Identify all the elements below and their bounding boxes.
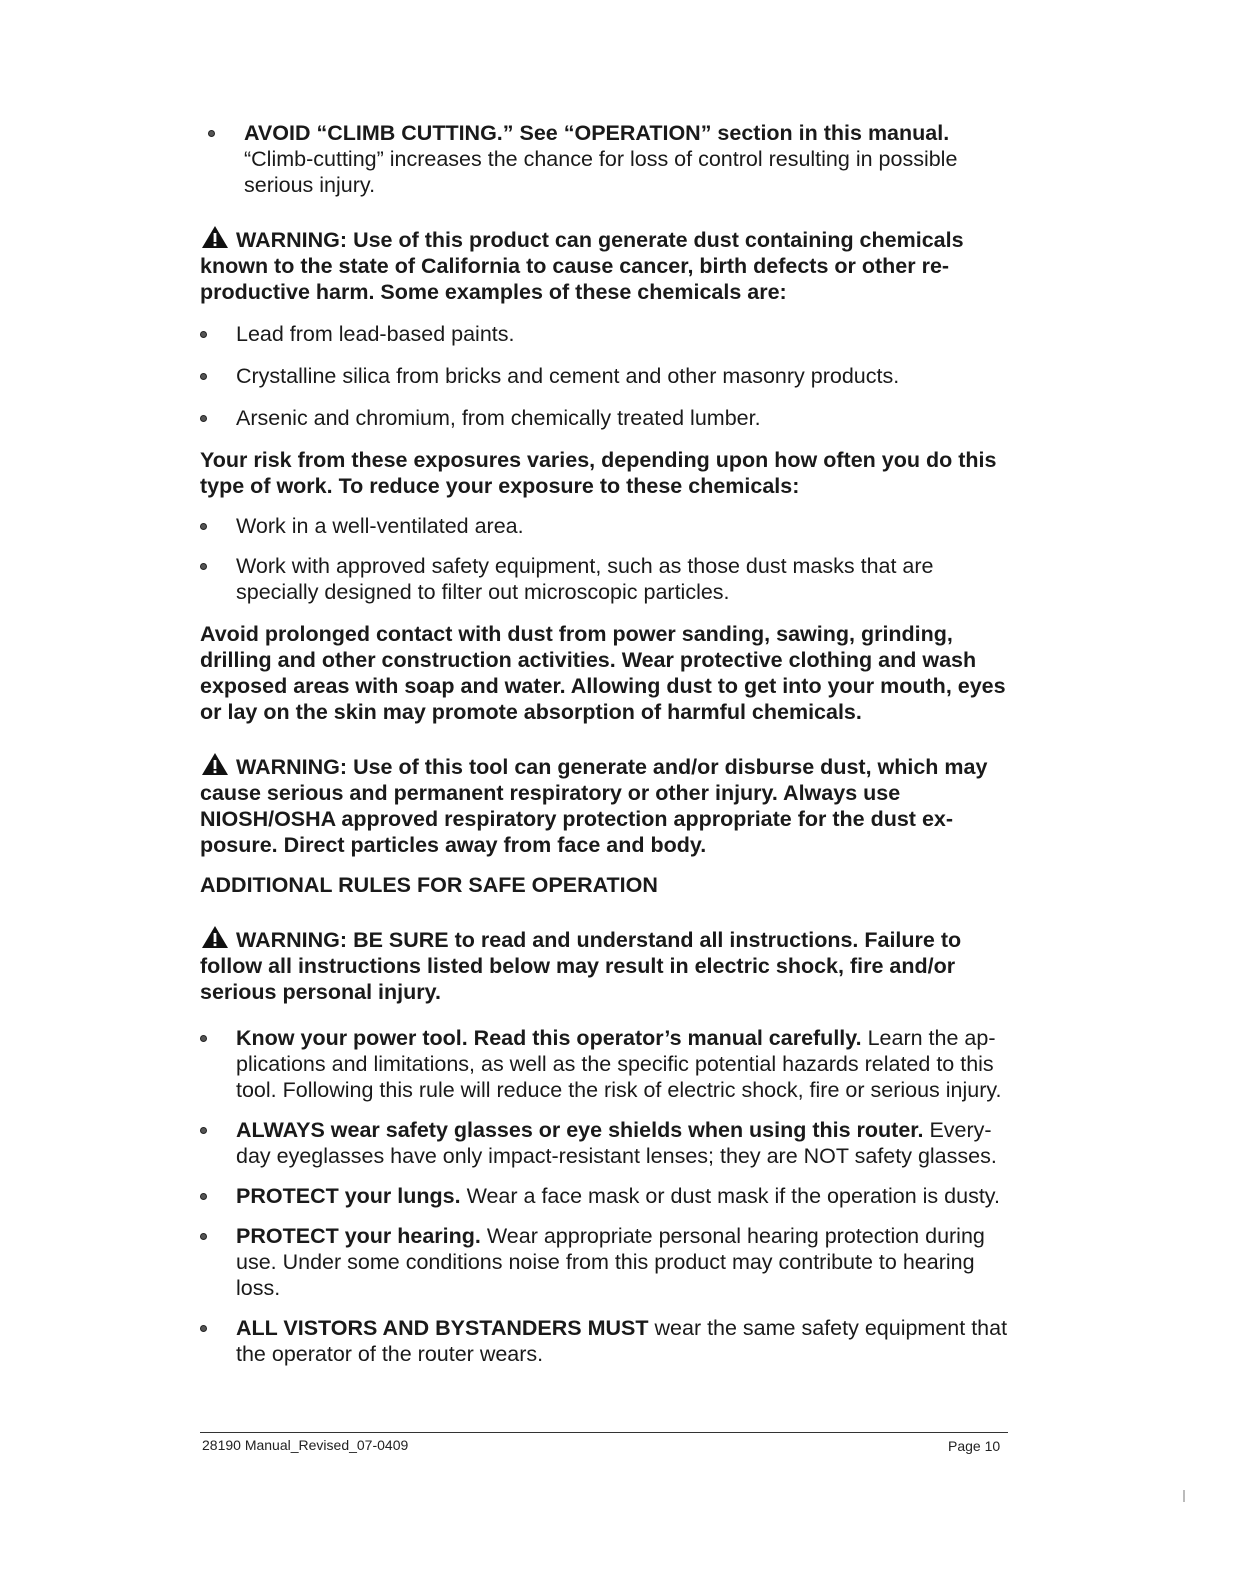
warning-instructions-text: BE SURE to read and understand all instructions. Failure to follow all instructions listed below may result in electric shock, fire and/or serious personal injury.	[200, 928, 962, 1004]
bullet-dot	[200, 373, 207, 380]
rule-item	[200, 1183, 1010, 1209]
risk-paragraph: Your risk from these exposures varies, depending upon how often you do this type of work. To reduce your exposure to these chemicals:	[200, 448, 997, 498]
warning-california	[200, 224, 1010, 305]
rule-item	[200, 1117, 1010, 1169]
rule-text: Wear a face mask or dust mask if the operation is dusty.	[466, 1184, 1000, 1208]
warning-triangle-icon	[200, 751, 230, 777]
warning-instructions	[200, 924, 1010, 1005]
list-item	[200, 363, 1010, 389]
warning-triangle-icon	[200, 224, 230, 250]
warning-label: WARNING:	[236, 228, 348, 252]
climb-cutting-text: “Climb-cutting” increases the chance for loss of control resulting in possible serious injury.	[244, 147, 958, 197]
list-item	[200, 405, 1010, 431]
reduce-exposure-list	[200, 513, 1010, 605]
list-item-text: Work with approved safety equipment, such as those dust masks that are specially designed to filter out microscopic particles.	[236, 554, 934, 604]
section-heading: ADDITIONAL RULES FOR SAFE OPERATION	[200, 873, 658, 897]
list-item	[200, 321, 1010, 347]
rule-text: Wear appropriate personal hearing protection during use. Under some conditions noise from this product may contribute to hearing loss.	[236, 1224, 985, 1300]
rule-item	[200, 1025, 1010, 1103]
page-content	[200, 120, 1010, 1367]
page-number: Page 10	[948, 1438, 1001, 1454]
rule-item	[200, 1315, 1010, 1367]
chemicals-list	[200, 321, 1010, 431]
list-item-text: Crystalline silica from bricks and cement and other masonry products.	[236, 364, 900, 388]
rule-text: wear the same safety equipment that the operator of the router wears.	[236, 1316, 1008, 1366]
avoid-contact-paragraph: Avoid prolonged contact with dust from power sanding, sawing, grinding, drilling and other construction activities. Wear protective clothing and wash exposed areas with soap and water. Allowing dust to get into your mouth, eyes or lay on the skin may promote absorption of harmful chemicals.	[200, 622, 1006, 724]
climb-cutting-bullet	[208, 120, 1010, 198]
rule-item	[200, 1223, 1010, 1301]
bullet-dot	[200, 563, 207, 570]
rule-text: Learn the ap-plications and limitations, as well as the specific potential hazards related to this tool. Following this rule will reduce the risk of electric shock, fire or serious injury.	[236, 1026, 1002, 1102]
warning-label: WARNING:	[236, 755, 348, 779]
rule-heading: PROTECT your hearing.	[236, 1224, 481, 1248]
bullet-dot	[200, 1035, 207, 1042]
warning-label: WARNING:	[236, 928, 348, 952]
list-item-text: Work in a well-ventilated area.	[236, 514, 524, 538]
bullet-dot	[200, 1127, 207, 1134]
scan-artifact	[1183, 1490, 1185, 1502]
warning-california-text: Use of this product can generate dust containing chemicals known to the state of California to cause cancer, birth defects or other re-productive harm. Some examples of these chemicals are:	[200, 228, 964, 304]
rule-heading: ALWAYS wear safety glasses or eye shields when using this router.	[236, 1118, 924, 1142]
warning-respiratory-text: Use of this tool can generate and/or disburse dust, which may cause serious and permanent respiratory or other injury. Always use NIOSH/OSHA approved respiratory protection appropriate for the dust ex-posure. Direct particles away from face and body.	[200, 755, 988, 857]
list-item	[200, 513, 1010, 539]
warning-respiratory	[200, 751, 1010, 858]
list-item	[200, 553, 1010, 605]
rule-heading: ALL VISTORS AND BYSTANDERS MUST	[236, 1316, 649, 1340]
footer-divider	[200, 1432, 1008, 1433]
bullet-dot	[200, 523, 207, 530]
bullet-dot	[200, 1233, 207, 1240]
rule-heading: Know your power tool. Read this operator’s manual carefully.	[236, 1026, 862, 1050]
bullet-dot	[200, 1193, 207, 1200]
footer-document-id: 28190 Manual_Revised_07-0409	[202, 1437, 409, 1453]
list-item-text: Arsenic and chromium, from chemically treated lumber.	[236, 406, 761, 430]
bullet-dot	[200, 415, 207, 422]
rule-text: Every-day eyeglasses have only impact-resistant lenses; they are NOT safety glasses.	[236, 1118, 997, 1168]
bullet-dot	[200, 1325, 207, 1332]
climb-cutting-heading: AVOID “CLIMB CUTTING.” See “OPERATION” section in this manual.	[244, 121, 950, 145]
bullet-dot	[200, 331, 207, 338]
safety-rules-list	[200, 1025, 1010, 1367]
warning-triangle-icon	[200, 924, 230, 950]
rule-heading: PROTECT your lungs.	[236, 1184, 461, 1208]
bullet-dot	[208, 130, 215, 137]
list-item-text: Lead from lead-based paints.	[236, 322, 515, 346]
